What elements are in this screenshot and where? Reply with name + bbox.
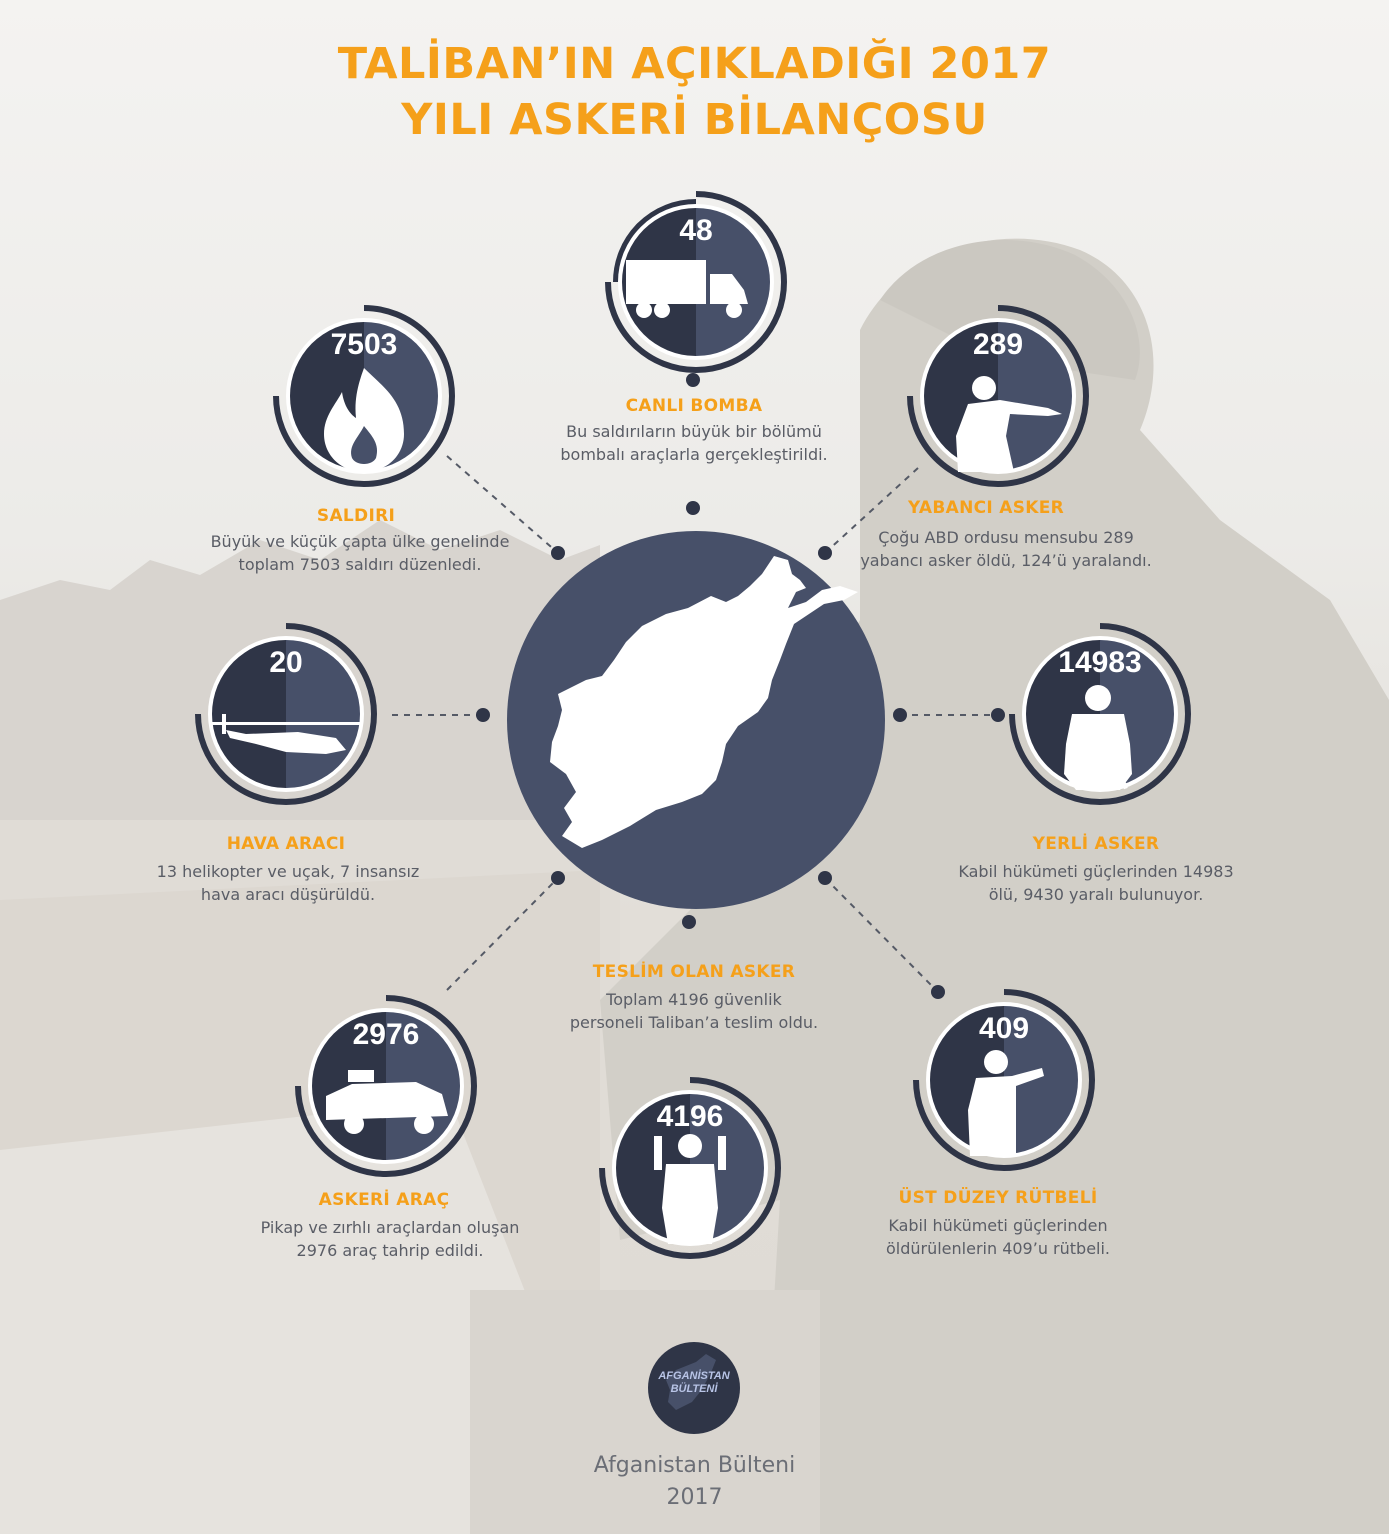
label-saldiri: SALDIRI — [316, 506, 396, 526]
connector-dot — [476, 708, 490, 722]
stat-value: 2976 — [352, 1018, 420, 1051]
desc-ust-duzey-rutbeli: Kabil hükümeti güçlerinden öldürülenlerin 409’u rütbeli. — [885, 1216, 1111, 1258]
stat-teslim-olan-asker — [590, 1068, 790, 1268]
title-line-2: YILI ASKERİ BİLANÇOSU — [401, 95, 988, 145]
footer-line-2: 2017 — [666, 1485, 723, 1510]
desc-yabanci-asker: Çoğu ABD ordusu mensubu 289 yabancı asker öldü, 124’ü yaralandı. — [860, 528, 1152, 570]
connector-dot — [893, 708, 907, 722]
label-canli-bomba: CANLI BOMBA — [625, 396, 763, 416]
stat-saldiri — [264, 296, 464, 496]
stat-value: 409 — [978, 1012, 1030, 1045]
stat-value: 289 — [972, 328, 1024, 361]
stat-askeri-arac — [286, 986, 486, 1186]
desc-canli-bomba: Bu saldırıların büyük bir bölümü bombalı araçlarla gerçekleştirildi. — [560, 422, 828, 464]
logo-text: AFGANİSTAN BÜLTENİ — [658, 1370, 730, 1395]
desc-teslim-olan-asker: Toplam 4196 güvenlik personeli Taliban’a teslim oldu. — [569, 990, 819, 1032]
desc-hava-araci: 13 helikopter ve uçak, 7 insansız hava aracı düşürüldü. — [156, 862, 420, 904]
stat-hava-araci — [186, 614, 386, 814]
desc-saldiri: Büyük ve küçük çapta ülke genelinde toplam 7503 saldırı düzenledi. — [210, 532, 510, 574]
stat-value: 48 — [679, 214, 713, 247]
label-askeri-arac: ASKERİ ARAÇ — [318, 1190, 450, 1210]
stat-value: 14983 — [1058, 646, 1142, 679]
stat-canli-bomba — [596, 182, 796, 382]
center-map-circle — [506, 530, 886, 910]
title-line-1: TALİBAN’IN AÇIKLADIĞI 2017 — [337, 39, 1052, 89]
afghanistan-map-icon — [506, 530, 886, 910]
stat-yabanci-asker — [898, 296, 1098, 496]
stat-ust-duzey-rutbeli — [904, 980, 1104, 1180]
footer-line-1: Afganistan Bülteni — [593, 1453, 796, 1478]
label-teslim-olan-asker: TESLİM OLAN ASKER — [592, 962, 796, 982]
label-ust-duzey-rutbeli: ÜST DÜZEY RÜTBELİ — [898, 1188, 1098, 1208]
footer — [0, 1450, 1389, 1514]
stat-yerli-asker — [1000, 614, 1200, 814]
desc-askeri-arac: Pikap ve zırhlı araçlardan oluşan 2976 araç tahrip edildi. — [260, 1218, 520, 1260]
label-hava-araci: HAVA ARACI — [226, 834, 346, 854]
stat-value: 4196 — [656, 1100, 724, 1133]
afganistan-bulteni-logo — [646, 1340, 742, 1436]
label-yerli-asker: YERLİ ASKER — [1032, 834, 1160, 854]
connector-dot — [686, 501, 700, 515]
label-yabanci-asker: YABANCI ASKER — [907, 498, 1065, 518]
desc-yerli-asker: Kabil hükümeti güçlerinden 14983 ölü, 9430 yaralı bulunuyor. — [958, 862, 1234, 904]
stat-value: 20 — [269, 646, 303, 679]
connector-dot — [682, 915, 696, 929]
stat-value: 7503 — [330, 328, 398, 361]
